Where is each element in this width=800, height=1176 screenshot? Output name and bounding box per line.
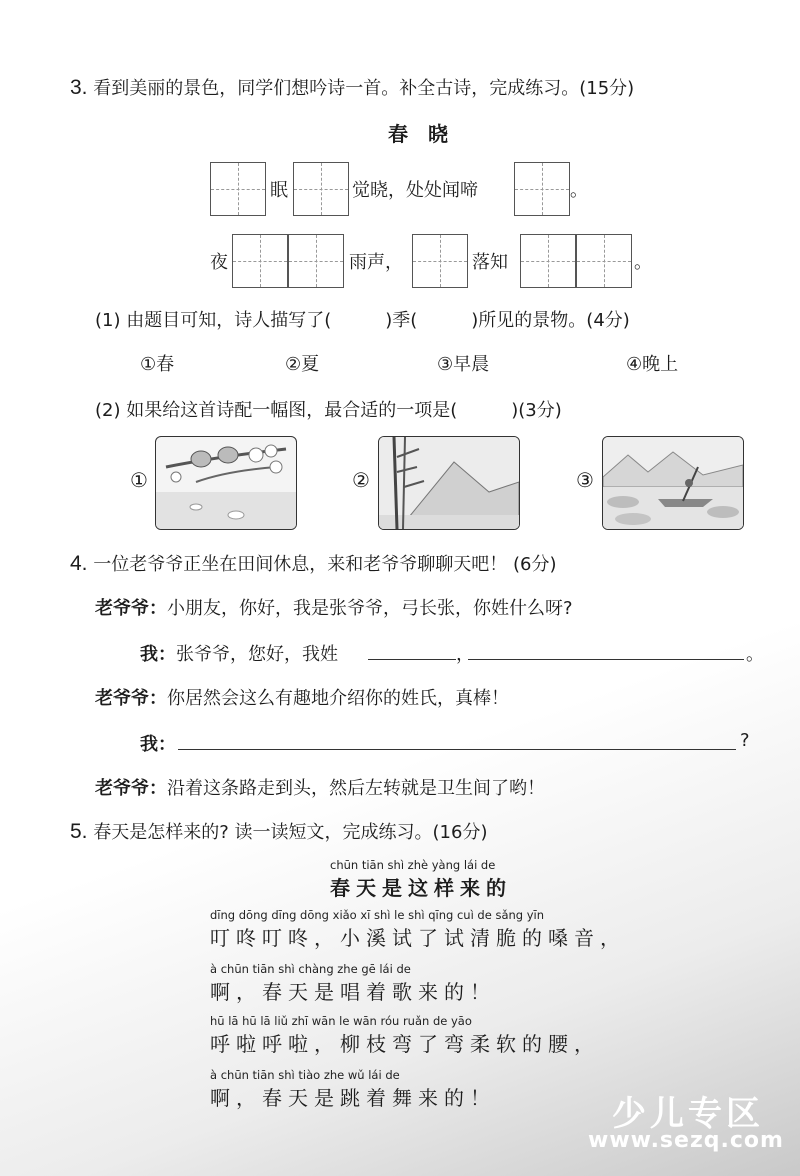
option-1[interactable]: ①春: [140, 354, 175, 375]
poem-answer-box[interactable]: [210, 162, 266, 216]
watermark-url: www.sezq.com: [588, 1128, 784, 1153]
q3-text: 看到美丽的景色，同学们想吟诗一首。补全古诗，完成练习。(15分): [93, 78, 635, 99]
poem-text: 眠: [270, 180, 288, 201]
q4-text: 一位老爷爷正坐在田间休息，来和老爷爷聊聊天吧！ (6分): [93, 554, 557, 575]
passage-line: 呼啦呼啦，柳枝弯了弯柔软的腰，: [210, 1032, 600, 1056]
dialogue-line-grandpa: [95, 594, 573, 620]
q4-number: 4.: [70, 552, 88, 575]
dialogue-line-me: [140, 730, 176, 756]
poem-text: 夜: [210, 252, 228, 273]
poem-text: 觉晓，处处闻啼: [352, 180, 478, 201]
poem-answer-box[interactable]: [514, 162, 570, 216]
poem-answer-box[interactable]: [288, 234, 344, 288]
passage-line: 啊，春天是跳着舞来的！: [210, 1086, 496, 1110]
speaker-me: 我：: [140, 644, 176, 665]
comma: ，: [456, 644, 474, 665]
poem-answer-box[interactable]: [293, 162, 349, 216]
bamboo-mountain-illustration: [379, 437, 519, 529]
surname-answer-line[interactable]: [368, 659, 456, 660]
lotus-pond-boat-illustration: [603, 437, 743, 529]
q3-heading: [70, 74, 634, 100]
q3-sub2: (2) 如果给这首诗配一幅图，最合适的一项是( )(3分): [95, 400, 562, 421]
passage-line: 啊，春天是唱着歌来的！: [210, 980, 496, 1004]
dialogue-text: 小朋友，你好，我是张爷爷，弓长张，你姓什么呀?: [167, 598, 573, 619]
q3-number: 3.: [70, 76, 88, 99]
q5-heading: [70, 818, 487, 844]
speaker-grandpa: 老爷爷：: [95, 778, 167, 799]
poem-answer-box[interactable]: [576, 234, 632, 288]
passage-title: 春天是这样来的: [330, 876, 512, 900]
option-4[interactable]: ④晚上: [626, 354, 679, 375]
option-3[interactable]: ③早晨: [437, 354, 490, 375]
period: 。: [746, 644, 764, 665]
option-2[interactable]: ②夏: [285, 354, 320, 375]
surname-intro-answer-line[interactable]: [468, 659, 744, 660]
q5-text: 春天是怎样来的? 读一读短文，完成练习。(16分): [93, 822, 488, 843]
birds-on-branch-illustration: [156, 437, 296, 529]
passage-pinyin: hū lā hū lā liǔ zhī wān le wān róu ruǎn de yāo: [210, 1014, 472, 1028]
passage-pinyin: à chūn tiān shì tiào zhe wǔ lái de: [210, 1068, 400, 1082]
dialogue-text: 张爷爷，您好，我姓: [176, 644, 338, 665]
speaker-grandpa: 老爷爷：: [95, 688, 167, 709]
dialogue-text: 你居然会这么有趣地介绍你的姓氏，真棒！: [167, 688, 509, 709]
poem-text: 落知: [472, 252, 508, 273]
poem-text: 雨声，: [349, 252, 403, 273]
passage-line: 叮咚叮咚，小溪试了试清脆的嗓音，: [210, 926, 626, 950]
question-answer-line[interactable]: [178, 749, 736, 750]
poem-text: 。: [570, 180, 588, 201]
picture-option-lotus-boat[interactable]: [602, 436, 744, 530]
passage-pinyin: à chūn tiān shì chàng zhe gē lái de: [210, 962, 411, 976]
pic-label-3: ③: [576, 468, 594, 492]
dialogue-text: 沿着这条路走到头，然后左转就是卫生间了哟！: [167, 778, 545, 799]
picture-option-bamboo-mountain[interactable]: [378, 436, 520, 530]
poem-text: 。: [634, 252, 652, 273]
q5-number: 5.: [70, 820, 88, 843]
q4-heading: [70, 550, 556, 576]
speaker-me: 我：: [140, 734, 176, 755]
poem-answer-box[interactable]: [520, 234, 576, 288]
picture-option-birds-blossoms[interactable]: [155, 436, 297, 530]
pic-label-1: ①: [130, 468, 148, 492]
watermark-brand: 少儿专区: [612, 1094, 764, 1134]
passage-title-pinyin: chūn tiān shì zhè yàng lái de: [330, 858, 496, 872]
poem-title: 春 晓: [388, 122, 448, 146]
dialogue-line-grandpa: [95, 684, 509, 710]
speaker-grandpa: 老爷爷：: [95, 598, 167, 619]
q3-sub1: (1) 由题目可知，诗人描写了( )季( )所见的景物。(4分): [95, 310, 630, 331]
poem-answer-box[interactable]: [412, 234, 468, 288]
question-mark: ?: [740, 730, 750, 751]
dialogue-line-grandpa: [95, 774, 545, 800]
dialogue-line-me: [140, 640, 338, 666]
pic-label-2: ②: [352, 468, 370, 492]
poem-answer-box[interactable]: [232, 234, 288, 288]
passage-pinyin: dīng dōng dīng dōng xiǎo xī shì le shì qīng cuì de sǎng yīn: [210, 908, 545, 922]
